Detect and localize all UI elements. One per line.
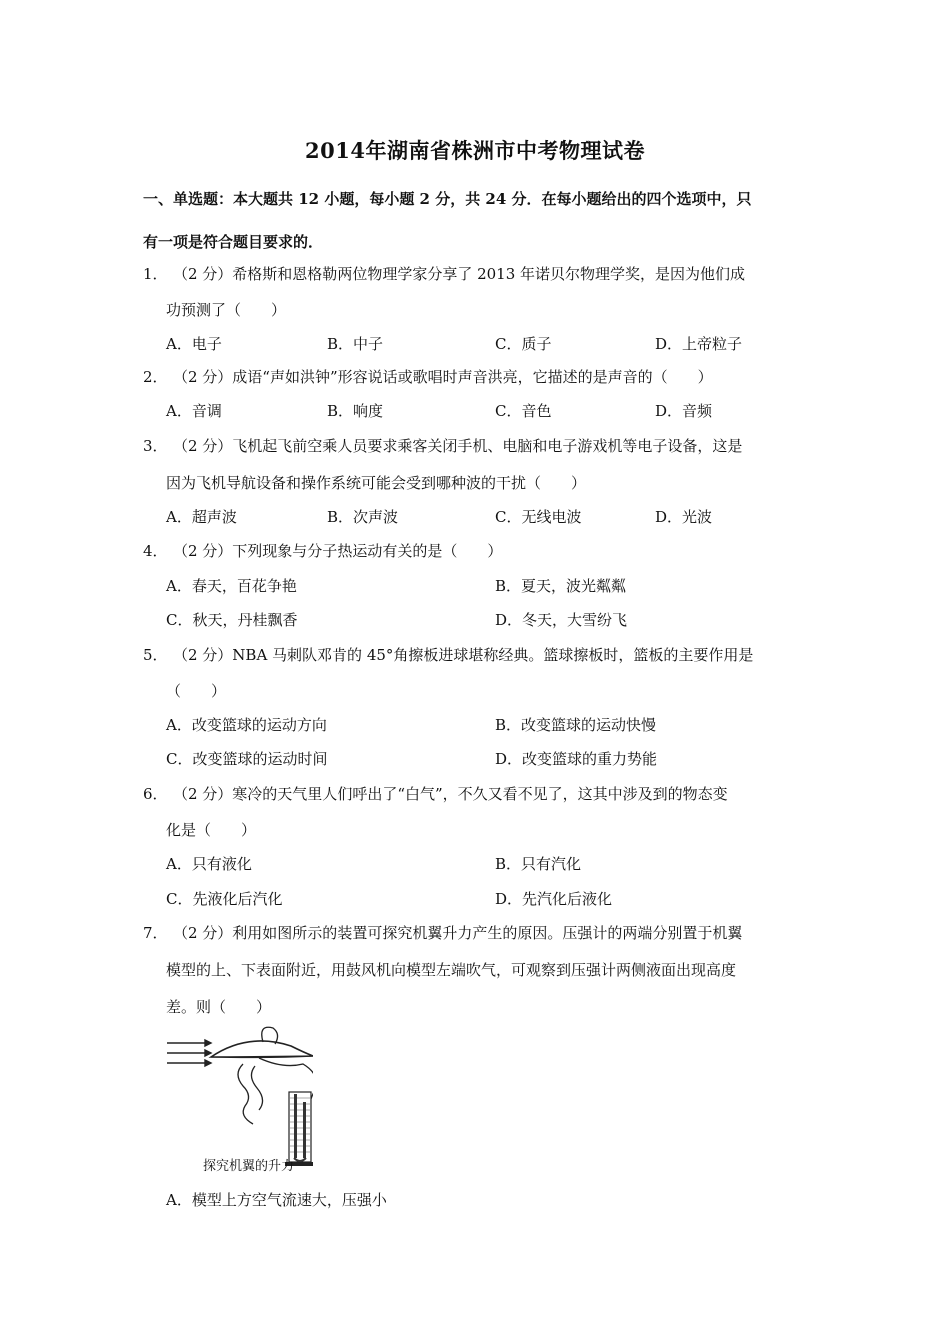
page-title: 2014年湖南省株洲市中考物理试卷 bbox=[305, 138, 645, 163]
question-1-text-line1: （2 分）希格斯和恩格勒两位物理学家分享了 2013 年诺贝尔物理学奖，是因为他们成 bbox=[173, 265, 746, 283]
question-3-option-c: C．无线电波 bbox=[495, 508, 582, 526]
question-2-number: 2． bbox=[143, 368, 168, 386]
question-2-option-d: D．音频 bbox=[655, 402, 713, 420]
question-6-option-c: C．先液化后汽化 bbox=[166, 890, 283, 908]
section-heading-line1: 一、单选题：本大题共 12 小题，每小题 2 分，共 24 分．在每小题给出的四个选项中，只 bbox=[143, 190, 752, 208]
question-2-text-line1: （2 分）成语“声如洪钟”形容说话或歌唱时声音洪亮，它描述的是声音的（ ） bbox=[173, 368, 713, 386]
question-7-text-line1: （2 分）利用如图所示的装置可探究机翼升力产生的原因。压强计的两端分别置于机翼 bbox=[173, 924, 743, 942]
question-5-text-line1: （2 分）NBA 马刺队邓肯的 45°角擦板进球堪称经典。篮球擦板时，篮板的主要作用是 bbox=[173, 646, 754, 664]
question-1-text-line2: 功预测了（ ） bbox=[166, 301, 287, 319]
question-3-text-line2: 因为飞机导航设备和操作系统可能会受到哪种波的干扰（ ） bbox=[166, 474, 587, 492]
question-1-option-b: B．中子 bbox=[327, 335, 384, 353]
question-5-option-c: C．改变篮球的运动时间 bbox=[166, 750, 328, 768]
question-3-option-a: A．超声波 bbox=[166, 508, 237, 526]
question-2-option-c: C．音色 bbox=[495, 402, 552, 420]
question-7-number: 7． bbox=[143, 924, 168, 942]
question-6-text-line2: 化是（ ） bbox=[166, 821, 257, 839]
question-6-option-d: D．先汽化后液化 bbox=[495, 890, 613, 908]
question-1-option-c: C．质子 bbox=[495, 335, 552, 353]
question-1-option-a: A．电子 bbox=[166, 335, 222, 353]
question-2-option-b: B．响度 bbox=[327, 402, 384, 420]
question-1-option-d: D．上帝粒子 bbox=[655, 335, 743, 353]
question-2-option-a: A．音调 bbox=[166, 402, 222, 420]
question-5-option-d: D．改变篮球的重力势能 bbox=[495, 750, 658, 768]
question-4-option-c: C．秋天，丹桂飘香 bbox=[166, 611, 298, 629]
question-7-option-a: A．模型上方空气流速大，压强小 bbox=[166, 1191, 387, 1209]
question-4-option-a: A．春天，百花争艳 bbox=[166, 577, 297, 595]
question-5-number: 5． bbox=[143, 646, 168, 664]
question-6-text-line1: （2 分）寒冷的天气里人们呼出了“白气”，不久又看不见了，这其中涉及到的物态变 bbox=[173, 785, 728, 803]
question-3-option-b: B．次声波 bbox=[327, 508, 399, 526]
question-3-number: 3． bbox=[143, 437, 168, 455]
figure-caption: 探究机翼的升力 bbox=[203, 1159, 295, 1174]
question-1-number: 1． bbox=[143, 265, 168, 283]
question-5-option-b: B．改变篮球的运动快慢 bbox=[495, 716, 657, 734]
question-3-text-line1: （2 分）飞机起飞前空乘人员要求乘客关闭手机、电脑和电子游戏机等电子设备，这是 bbox=[173, 437, 743, 455]
wing-lift-apparatus-icon bbox=[163, 1024, 313, 1174]
question-4-number: 4． bbox=[143, 542, 168, 560]
section-heading-line2: 有一项是符合题目要求的． bbox=[143, 233, 324, 251]
question-7-text-line3: 差。则（ ） bbox=[166, 998, 272, 1016]
question-5-text-line2: （ ） bbox=[166, 682, 227, 700]
question-6-option-b: B．只有汽化 bbox=[495, 855, 582, 873]
question-6-option-a: A．只有液化 bbox=[166, 855, 252, 873]
question-6-number: 6． bbox=[143, 785, 168, 803]
question-4-option-d: D．冬天，大雪纷飞 bbox=[495, 611, 628, 629]
question-4-option-b: B．夏天，波光粼粼 bbox=[495, 577, 627, 595]
question-4-text-line1: （2 分）下列现象与分子热运动有关的是（ ） bbox=[173, 542, 503, 560]
question-5-option-a: A．改变篮球的运动方向 bbox=[166, 716, 327, 734]
question-3-option-d: D．光波 bbox=[655, 508, 713, 526]
question-7-text-line2: 模型的上、下表面附近，用鼓风机向模型左端吹气，可观察到压强计两侧液面出现高度 bbox=[166, 961, 737, 979]
